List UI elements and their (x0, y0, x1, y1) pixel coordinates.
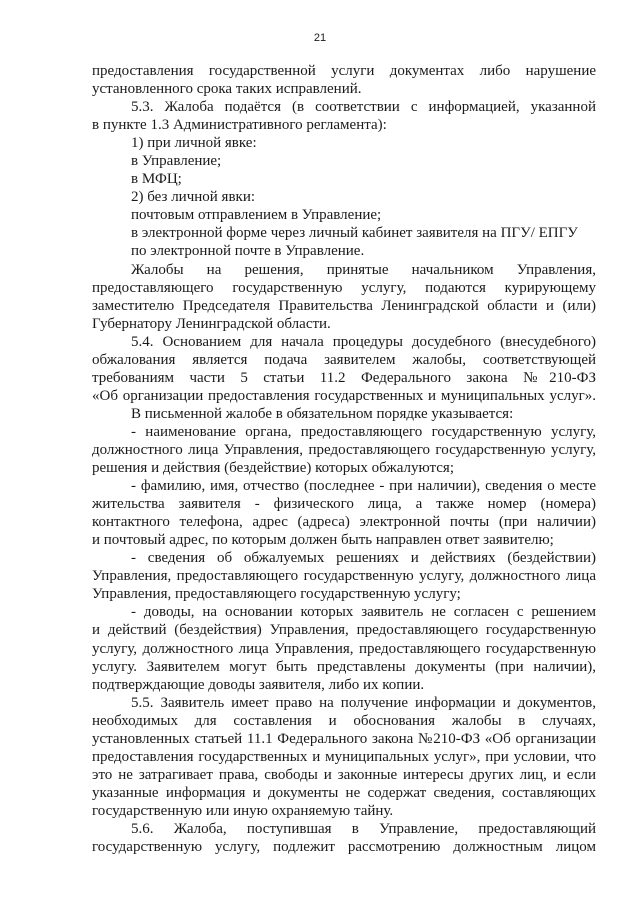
text-line: 5.4. Основанием для начала процедуры досудебного (внесудебного) (131, 333, 596, 350)
text-line: государственную или иную охраняемую тайну. (92, 802, 394, 819)
document-body (92, 62, 596, 856)
text-line: решения и действия (бездействие) которых обжалуются; (92, 460, 454, 477)
text-line: заместителю Председателя Правительства Ленинградской области и (или) (92, 297, 596, 314)
text-line: услугу, должностного лица Управления, предоставляющего государственную (92, 640, 596, 657)
text-line: в электронной форме через личный кабинет заявителя на ПГУ/ ЕПГУ (131, 225, 578, 242)
text-line: Губернатору Ленинградской области. (92, 315, 331, 332)
text-line: предоставления государственной услуги документах либо нарушение (92, 63, 596, 79)
text-line: и почтовый адрес, по которым должен быть направлен ответ заявителю; (92, 532, 554, 549)
text-line: в МФЦ; (131, 171, 182, 188)
text-line: 5.3. Жалоба подаётся (в соответствии с информацией, указанной (131, 99, 596, 116)
text-line: должностного лица Управления, предоставляющего государственную услугу, (92, 441, 596, 458)
text-line: предоставляющего государственную услугу, подаются курирующему (92, 279, 596, 296)
text-line: 2) без личной явки: (131, 189, 256, 206)
text-line: подтверждающие доводы заявителя, либо их копии. (92, 676, 425, 693)
text-line: 5.6. Жалоба, поступившая в Управление, предоставляющий (131, 820, 596, 837)
text-line: жительства заявителя - физического лица, а также номер (номера) (92, 496, 596, 513)
text-line: установленных статьей 11.1 Федерального закона №210-ФЗ «Об организации (92, 730, 596, 747)
text-line: требованиям части 5 статьи 11.2 Федерального закона №210-ФЗ (92, 369, 596, 386)
text-line: Жалобы на решения, принятые начальником Управления, (131, 261, 596, 278)
text-line: обжалования является подача заявителем жалобы, соответствующей (92, 351, 596, 368)
text-line: по электронной почте в Управление. (131, 243, 365, 260)
text-line: «Об организации предоставления государственных и муниципальных услуг». (92, 387, 596, 404)
text-line: в Управление; (131, 153, 222, 170)
text-line: указанные информация и документы не содержат сведения, составляющих (92, 784, 596, 801)
text-line: Управления, предоставляющего государственную услугу; (92, 586, 461, 603)
text-line: - наименование органа, предоставляющего государственную услугу, (131, 423, 596, 440)
text-line: - доводы, на основании которых заявитель не согласен с решением (131, 604, 596, 621)
text-line: и действий (бездействия) Управления, предоставляющего государственную (92, 622, 596, 639)
text-line: в пункте 1.3 Административного регламента): (92, 117, 387, 134)
text-line: услугу. Заявителем могут быть представлены документы (при наличии), (92, 658, 596, 675)
text-line: - сведения об обжалуемых решениях и действиях (бездействии) (131, 550, 596, 567)
text-line: - фамилию, имя, отчество (последнее - при наличии), сведения о месте (131, 478, 596, 495)
text-line: это не затрагивает права, свободы и законные интересы других лиц, и если (92, 766, 596, 783)
text-line: государственную услугу, подлежит рассмотрению должностным лицом (92, 839, 596, 856)
page-number: 21 (313, 32, 327, 44)
text-line: 5.5. Заявитель имеет право на получение информации и документов, (131, 694, 596, 711)
text-line: почтовым отправлением в Управление; (131, 207, 382, 224)
text-line: предоставления государственных и муниципальных услуг», при условии, что (92, 748, 596, 765)
text-line: Управления, предоставляющего государственную услугу, должностного лица (92, 568, 596, 585)
text-line: необходимых для составления и обоснования жалобы в случаях, (92, 712, 596, 729)
text-line: В письменной жалобе в обязательном порядке указывается: (131, 405, 514, 422)
text-line: контактного телефона, адрес (адреса) электронной почты (при наличии) (92, 514, 596, 531)
text-line: установленного срока таких исправлений. (92, 81, 362, 98)
text-line: 1) при личной явке: (131, 135, 257, 152)
